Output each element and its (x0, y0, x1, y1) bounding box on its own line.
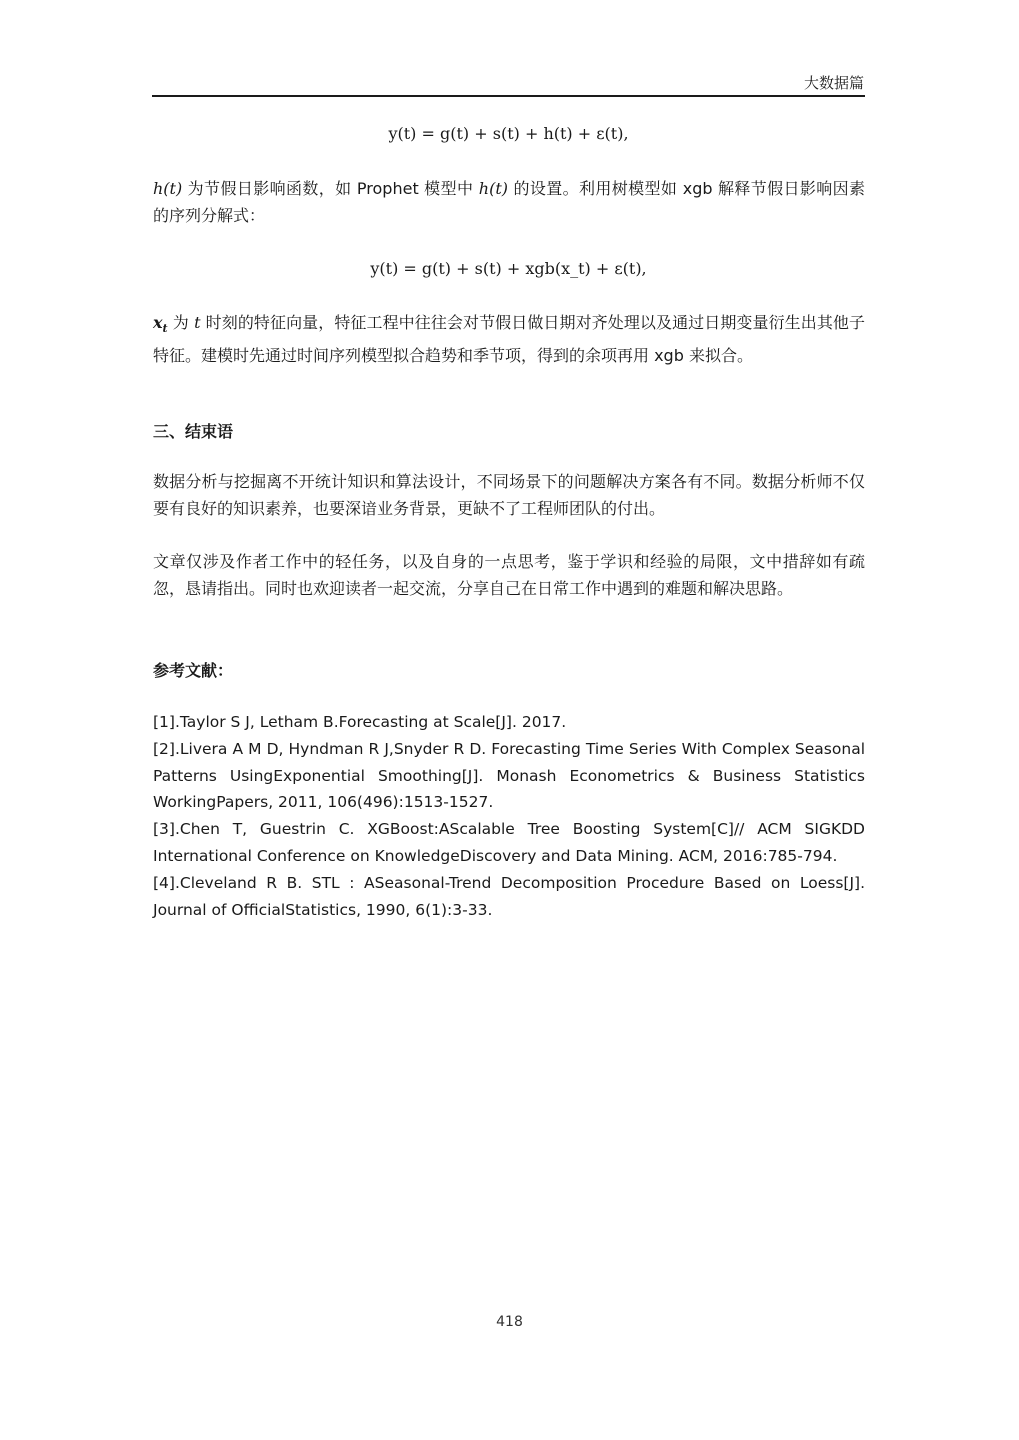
math-t: t (194, 313, 201, 332)
paragraph-conclusion-2: 文章仅涉及作者工作中的轻任务，以及自身的一点思考，鉴于学识和经验的局限，文中措辞如有疏忽，恳请指出。同时也欢迎读者一起交流，分享自己在日常工作中遇到的难题和解决思路。 (153, 552, 865, 598)
paragraph-conclusion-1: 数据分析与挖掘离不开统计知识和算法设计，不同场景下的问题解决方案各有不同。数据分析师不仅要有良好的知识素养，也要深谙业务背景，更缺不了工程师团队的付出。 (153, 472, 865, 518)
reference-item: [4].Cleveland R B. STL : ASeasonal-Trend Decomposition Procedure Based on Loess[J]. Journal of OfficialStatistics, 1990, 6(1):3-33. (153, 873, 865, 919)
equation-1: y(t) = g(t) + s(t) + h(t) + ε(t), (388, 124, 629, 143)
paragraph-text: 的设置。利用树模型如 xgb 解释节假日影响因素的序列分解式： (153, 179, 865, 225)
references-heading: 参考文献： (153, 661, 234, 680)
section-heading: 三、结束语 (153, 422, 234, 441)
reference-list (153, 709, 865, 923)
reference-item: [3].Chen T, Guestrin C. XGBoost:AScalable Tree Boosting System[C]// ACM SIGKDD International Conference on KnowledgeDiscovery and Data Mining. ACM, 2016:785-794. (153, 820, 865, 865)
paragraph-text: 为 (167, 313, 195, 332)
reference-item: [2].Livera A M D, Hyndman R J,Snyder R D. Forecasting Time Series With Complex Seasonal Patterns UsingExponential Smoothing[J]. Monash Econometrics & Business Statistics WorkingPapers, 2011, 106(496):1513-1527. (153, 739, 865, 812)
paragraph-text: 时刻的特征向量，特征工程中往往会对节假日做日期对齐处理以及通过日期变量衍生出其他子特征。建模时先通过时间序列模型拟合趋势和季节项，得到的余项再用 xgb 来拟合。 (153, 313, 865, 365)
reference-item: [1].Taylor S J, Letham B.Forecasting at Scale[J]. 2017. (153, 713, 567, 731)
math-subscript-t: t (162, 322, 168, 336)
paragraph-text: 为节假日影响函数，如 Prophet 模型中 (182, 179, 479, 198)
equation-2: y(t) = g(t) + s(t) + xgb(x_t) + ε(t), (370, 259, 647, 278)
header-rule (152, 95, 865, 97)
paragraph-holiday-function (153, 176, 865, 229)
math-h-t: h(t) (478, 179, 509, 198)
math-h-t: h(t) (153, 179, 183, 198)
math-x: x (153, 313, 163, 332)
running-header: 大数据篇 (803, 74, 864, 92)
page-number: 418 (496, 1314, 523, 1330)
paragraph-feature-vector (153, 310, 865, 369)
